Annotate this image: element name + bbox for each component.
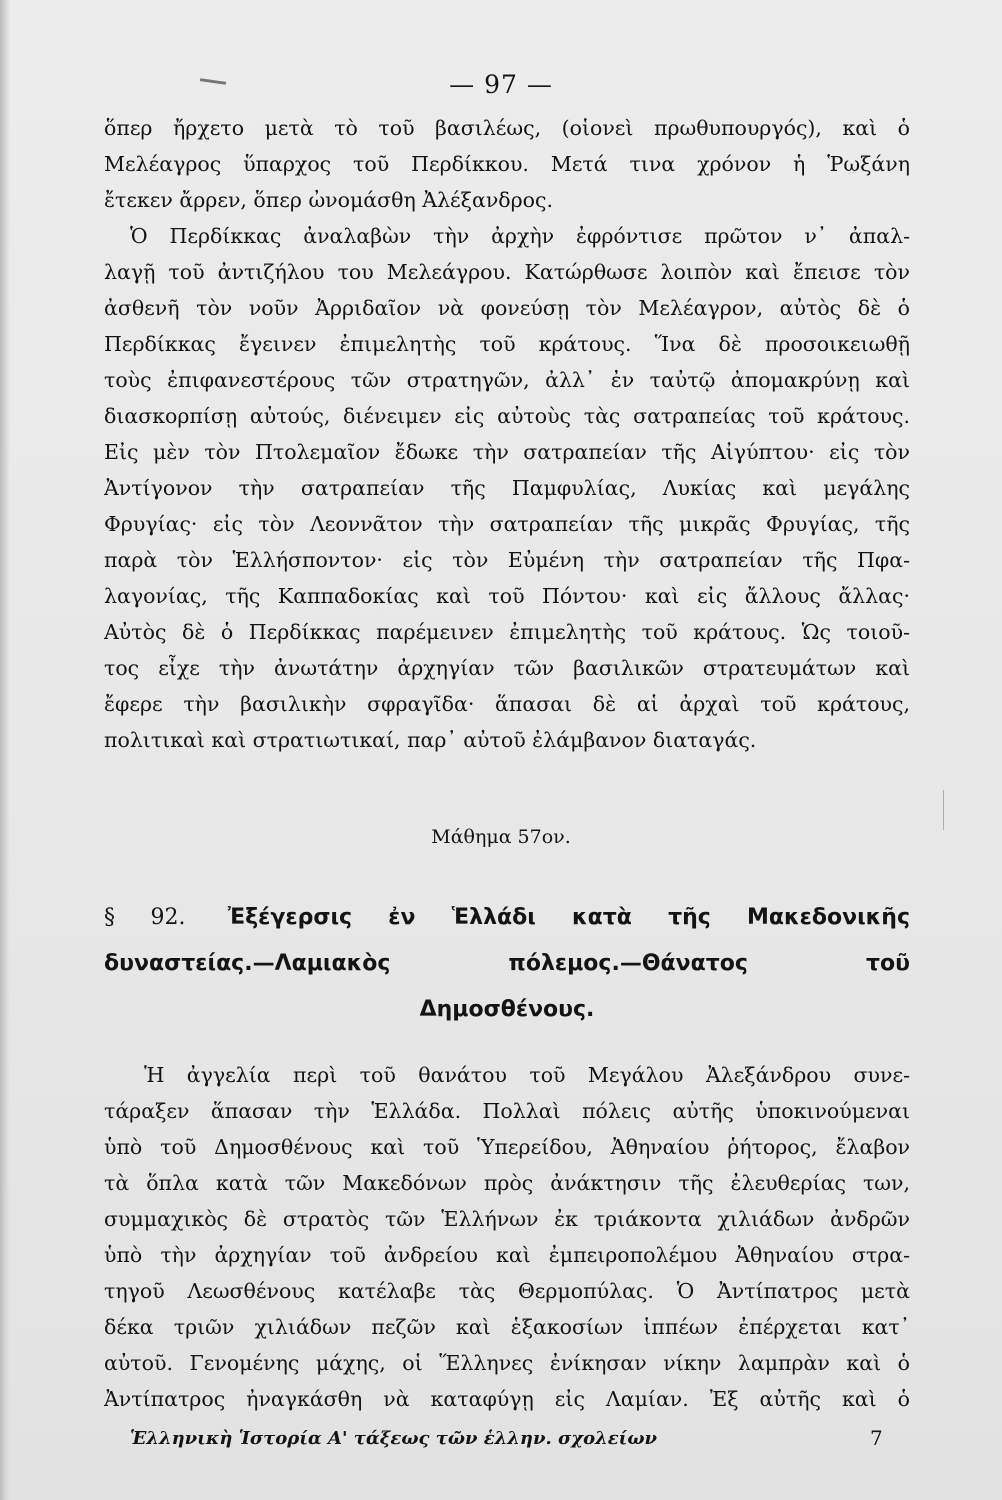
text-line: τάραξεν ἅπασαν τὴν Ἑλλάδα. Πολλαὶ πόλεις αὐτῆς ὑποκινούμεναι bbox=[104, 1099, 910, 1123]
text-line: Ὁ Περδίκκας ἀναλαβὼν τὴν ἀρχὴν ἐφρόντισε πρῶτον ν᾽ ἀπαλ- bbox=[130, 224, 910, 248]
page-number: — 97 — bbox=[449, 70, 553, 99]
heading-text: Ἐξέγερσις ἐν Ἑλλάδι κατὰ τῆς Μακεδονικῆς bbox=[227, 905, 910, 930]
text-line: Περδίκκας ἔγεινεν ἐπιμελητὴς τοῦ κράτους. Ἵνα δὲ προσοικειωθῇ bbox=[104, 332, 910, 356]
heading-line bbox=[104, 895, 910, 941]
text-line: ἔτεκεν ἄρρεν, ὅπερ ὠνομάσθη Ἀλέξανδρος. bbox=[104, 188, 554, 212]
text-line: λαγῇ τοῦ ἀντιζήλου του Μελεάγρου. Κατώρθωσε λοιπὸν καὶ ἔπεισε τὸν bbox=[104, 260, 910, 284]
heading-line: Δημοσθένους. bbox=[419, 997, 595, 1022]
section-heading bbox=[104, 895, 910, 1033]
text-line: λαγονίας, τῆς Καππαδοκίας καὶ τοῦ Πόντου· καὶ εἰς ἄλλους ἄλλας· bbox=[104, 584, 910, 608]
text-line: Φρυγίας· εἰς τὸν Λεοννᾶτον τὴν σατραπείαν τῆς μικρᾶς Φρυγίας, τῆς bbox=[104, 512, 910, 536]
text-line: παρὰ τὸν Ἑλλήσποντον· εἰς τὸν Εὐμένη τὴν σατραπείαν τῆς Πφα- bbox=[104, 548, 910, 572]
text-line: διασκορπίσῃ αὐτούς, διένειμεν εἰς αὐτοὺς τὰς σατραπείας τοῦ κράτους. bbox=[104, 404, 910, 428]
heading-line: δυναστείας.—Λαμιακὸς πόλεμος.—Θάνατος τοῦ bbox=[104, 951, 910, 976]
footer-signature: Ἑλληνικὴ Ἱστορία Α' τάξεως τῶν ἑλλην. σχολείων bbox=[130, 1428, 658, 1449]
text-line: Εἰς μὲν τὸν Πτολεμαῖον ἔδωκε τὴν σατραπείαν τῆς Αἰγύπτου· εἰς τὸν bbox=[104, 440, 910, 464]
paragraph-block-bottom bbox=[104, 1057, 910, 1417]
text-line: Μελέαγρος ὕπαρχος τοῦ Περδίκκου. Μετά τινα χρόνον ἡ Ῥωξάνη bbox=[104, 152, 910, 176]
text-line: ὑπὸ τοῦ Δημοσθένους καὶ τοῦ Ὑπερείδου, Ἀθηναίου ῥήτορος, ἔλαβον bbox=[104, 1135, 910, 1159]
text-line: δέκα τριῶν χιλιάδων πεζῶν καὶ ἑξακοσίων ἱππέων ἐπέρχεται κατ᾽ bbox=[104, 1315, 910, 1339]
paragraph-block-top bbox=[104, 110, 910, 758]
text-line: ἀσθενῆ τὸν νοῦν Ἀρριδαῖον νὰ φονεύσῃ τὸν Μελέαγρον, αὐτὸς δὲ ὁ bbox=[104, 296, 910, 320]
text-line: ὅπερ ἤρχετο μετὰ τὸ τοῦ βασιλέως, (οἱονεὶ πρωθυπουργός), καὶ ὁ bbox=[104, 116, 910, 140]
text-line: Ἀντίγονον τὴν σατραπείαν τῆς Παμφυλίας, Λυκίας καὶ μεγάλης bbox=[104, 476, 910, 500]
text-line: ὑπὸ τὴν ἀρχηγίαν τοῦ ἀνδρείου καὶ ἐμπειροπολέμου Ἀθηναίου στρα- bbox=[104, 1243, 910, 1267]
text-line: πολιτικαὶ καὶ στρατιωτικαί, παρ᾽ αὐτοῦ ἐλάμβανον διαταγάς. bbox=[104, 728, 757, 752]
text-line: Ἀντίπατρος ἠναγκάσθη νὰ καταφύγῃ εἰς Λαμίαν. Ἐξ αὐτῆς καὶ ὁ bbox=[104, 1387, 910, 1411]
text-line: ἔφερε τὴν βασιλικὴν σφραγῖδα· ἅπασαι δὲ αἱ ἀρχαὶ τοῦ κράτους, bbox=[104, 692, 910, 716]
sheet-number: 7 bbox=[870, 1426, 883, 1450]
text-line: τοὺς ἐπιφανεστέρους τῶν στρατηγῶν, ἀλλ᾽ ἐν ταὐτῷ ἀπομακρύνῃ καὶ bbox=[104, 368, 910, 392]
text-line: τος εἶχε τὴν ἀνωτάτην ἀρχηγίαν τῶν βασιλικῶν στρατευμάτων καὶ bbox=[104, 656, 910, 680]
text-line: τὰ ὅπλα κατὰ τῶν Μακεδόνων πρὸς ἀνάκτησιν τῆς ἐλευθερίας των, bbox=[104, 1171, 910, 1195]
text-line: Αὐτὸς δὲ ὁ Περδίκκας παρέμεινεν ἐπιμελητὴς τοῦ κράτους. Ὡς τοιοῦ- bbox=[104, 620, 910, 644]
margin-rule bbox=[943, 790, 944, 830]
text-line: συμμαχικὸς δὲ στρατὸς τῶν Ἑλλήνων ἐκ τριάκοντα χιλιάδων ἀνδρῶν bbox=[104, 1207, 910, 1231]
lesson-title: Μάθημα 57ον. bbox=[431, 826, 571, 848]
section-number: § 92. bbox=[104, 905, 186, 930]
text-line: τηγοῦ Λεωσθένους κατέλαβε τὰς Θερμοπύλας. Ὁ Ἀντίπατρος μετὰ bbox=[104, 1279, 910, 1303]
text-line: Ἡ ἀγγελία περὶ τοῦ θανάτου τοῦ Μεγάλου Ἀλεξάνδρου συνε- bbox=[144, 1063, 910, 1087]
text-line: αὐτοῦ. Γενομένης μάχης, οἱ Ἕλληνες ἐνίκησαν νίκην λαμπρὰν καὶ ὁ bbox=[104, 1351, 910, 1375]
